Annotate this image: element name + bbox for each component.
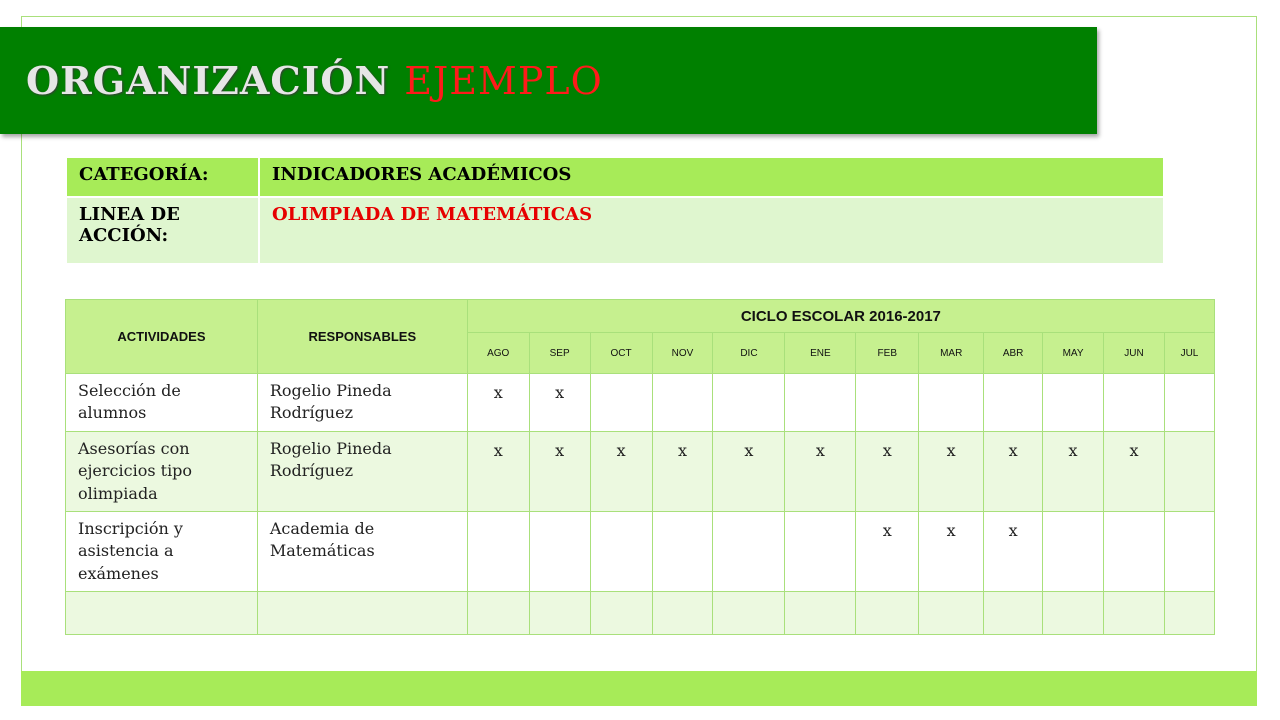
line-of-action-row [66, 197, 1164, 264]
month-mark-cell: x [785, 431, 856, 511]
month-mark-cell [1164, 592, 1214, 635]
month-mark-cell: x [984, 511, 1043, 591]
line-of-action-value: OLIMPIADA DE MATEMÁTICAS [259, 197, 1164, 264]
activity-cell: Inscripción y asistencia a exámenes [66, 511, 258, 591]
month-mark-cell: x [1104, 431, 1165, 511]
month-mark-cell [713, 511, 785, 591]
month-mark-cell [1043, 511, 1104, 591]
month-mark-cell [529, 592, 590, 635]
month-mark-cell: x [1043, 431, 1104, 511]
slide-title [26, 58, 603, 103]
responsible-cell: Academia de Matemáticas [257, 511, 467, 591]
month-mark-cell: x [713, 431, 785, 511]
month-mark-cell [652, 374, 713, 432]
table-row [66, 592, 1215, 635]
month-mark-cell [919, 374, 984, 432]
table-row [66, 431, 1215, 511]
month-mark-cell: x [856, 511, 919, 591]
header-school-cycle: CICLO ESCOLAR 2016-2017 [467, 300, 1214, 333]
month-header: MAY [1043, 333, 1104, 374]
month-mark-cell: x [856, 431, 919, 511]
month-header: FEB [856, 333, 919, 374]
responsible-cell [257, 592, 467, 635]
month-mark-cell [652, 592, 713, 635]
month-mark-cell [1104, 511, 1165, 591]
month-header: NOV [652, 333, 713, 374]
activity-cell: Asesorías con ejercicios tipo olimpiada [66, 431, 258, 511]
footer-bar [21, 671, 1257, 706]
month-mark-cell [785, 592, 856, 635]
month-mark-cell [785, 374, 856, 432]
month-header: JUN [1104, 333, 1165, 374]
month-mark-cell [785, 511, 856, 591]
month-header: DIC [713, 333, 785, 374]
schedule-table [65, 299, 1215, 635]
month-mark-cell [529, 511, 590, 591]
month-mark-cell [856, 374, 919, 432]
table-row [66, 511, 1215, 591]
category-row [66, 157, 1164, 197]
month-mark-cell [713, 592, 785, 635]
month-mark-cell [467, 511, 529, 591]
month-mark-cell [1164, 511, 1214, 591]
month-mark-cell [590, 592, 652, 635]
month-header: ABR [984, 333, 1043, 374]
month-mark-cell: x [467, 431, 529, 511]
month-mark-cell [856, 592, 919, 635]
month-header: JUL [1164, 333, 1214, 374]
category-value: INDICADORES ACADÉMICOS [259, 157, 1164, 197]
category-label: CATEGORÍA: [66, 157, 259, 197]
category-table [65, 156, 1165, 265]
month-mark-cell [1104, 374, 1165, 432]
month-mark-cell [1043, 592, 1104, 635]
month-header: OCT [590, 333, 652, 374]
responsible-cell: Rogelio Pineda Rodríguez [257, 431, 467, 511]
header-responsible: RESPONSABLES [257, 300, 467, 374]
month-mark-cell [713, 374, 785, 432]
month-header: SEP [529, 333, 590, 374]
month-mark-cell [1104, 592, 1165, 635]
month-mark-cell: x [529, 374, 590, 432]
month-mark-cell [1164, 374, 1214, 432]
activity-cell: Selección de alumnos [66, 374, 258, 432]
month-mark-cell: x [590, 431, 652, 511]
title-main: ORGANIZACIÓN [26, 58, 391, 103]
month-header: ENE [785, 333, 856, 374]
month-mark-cell [1164, 431, 1214, 511]
responsible-cell: Rogelio Pineda Rodríguez [257, 374, 467, 432]
line-of-action-label: LINEA DE ACCIÓN: [66, 197, 259, 264]
activity-cell [66, 592, 258, 635]
month-header: AGO [467, 333, 529, 374]
month-mark-cell: x [467, 374, 529, 432]
month-mark-cell: x [652, 431, 713, 511]
month-mark-cell [590, 511, 652, 591]
month-mark-cell: x [919, 511, 984, 591]
month-mark-cell [652, 511, 713, 591]
table-row [66, 374, 1215, 432]
month-mark-cell: x [919, 431, 984, 511]
header-activities: ACTIVIDADES [66, 300, 258, 374]
month-mark-cell: x [529, 431, 590, 511]
month-mark-cell [590, 374, 652, 432]
month-header: MAR [919, 333, 984, 374]
title-accent: EJEMPLO [404, 59, 603, 103]
month-mark-cell [984, 374, 1043, 432]
month-mark-cell [919, 592, 984, 635]
month-mark-cell [1043, 374, 1104, 432]
month-mark-cell [984, 592, 1043, 635]
month-mark-cell: x [984, 431, 1043, 511]
month-mark-cell [467, 592, 529, 635]
